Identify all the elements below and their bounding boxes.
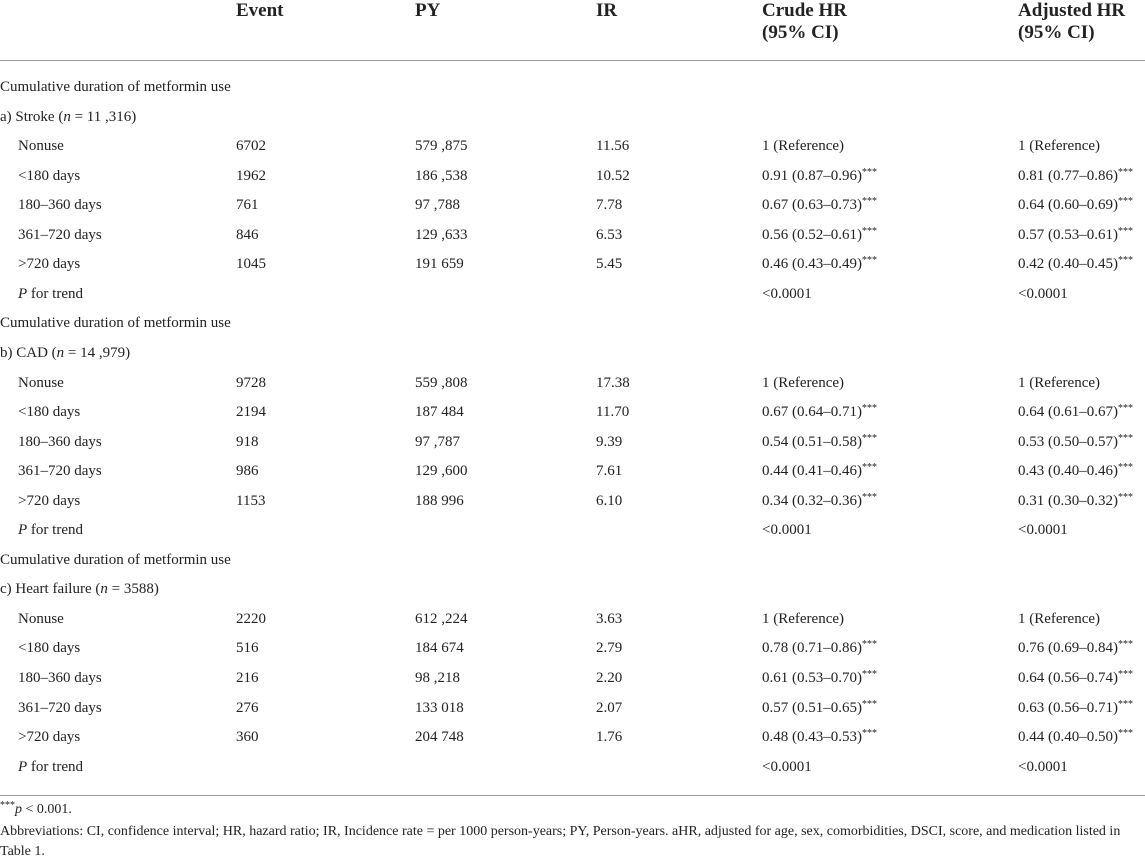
ir-cell: 9.39 <box>596 433 623 450</box>
row-label: 361–720 days <box>18 699 102 716</box>
adjusted-hr-cell: 1 (Reference) <box>1018 374 1101 391</box>
significance-marker: *** <box>1118 491 1133 503</box>
header-adjusted-hr: Adjusted HR (95% CI) <box>1018 0 1126 43</box>
event-cell: 986 <box>236 463 259 480</box>
trend-adjusted-p: <0.0001 <box>1018 758 1068 775</box>
row-label: >720 days <box>18 492 81 509</box>
adjusted-hr-cell: 0.44 (0.40–0.50)*** <box>1018 728 1133 746</box>
ir-cell: 7.78 <box>596 197 623 214</box>
adjusted-hr-cell: 0.64 (0.61–0.67)*** <box>1018 403 1133 421</box>
subgroup-label: a) Stroke (n = 11 ,316) <box>0 108 137 125</box>
event-cell: 846 <box>236 226 259 243</box>
adjusted-hr-cell: 0.81 (0.77–0.86)*** <box>1018 166 1133 184</box>
table-row <box>0 428 1145 458</box>
header-py: PY <box>415 0 441 21</box>
py-cell: 97 ,788 <box>415 197 460 214</box>
ir-cell: 1.76 <box>596 729 623 746</box>
row-label: 180–360 days <box>18 670 102 686</box>
adjusted-hr-cell: 0.53 (0.50–0.57)*** <box>1018 432 1133 450</box>
trend-row <box>0 280 1145 310</box>
table-row <box>0 487 1145 517</box>
significance-marker: *** <box>862 462 877 474</box>
adjusted-hr-cell: 1 (Reference) <box>1018 610 1101 627</box>
table-row <box>0 132 1145 162</box>
significance-marker: *** <box>862 255 877 267</box>
crude-hr-cell: 0.54 (0.51–0.58)*** <box>762 432 877 450</box>
event-cell: 360 <box>236 729 259 746</box>
row-label: Nonuse <box>18 138 64 155</box>
table-row <box>0 162 1145 192</box>
table-row <box>0 634 1145 664</box>
significance-marker: *** <box>1118 669 1133 680</box>
significance-marker: *** <box>862 639 877 651</box>
py-cell: 612 ,224 <box>415 610 468 627</box>
trend-label: P for trend <box>18 758 83 775</box>
trend-adjusted-p: <0.0001 <box>1018 522 1068 539</box>
significance-marker: *** <box>1118 698 1133 710</box>
py-cell: 129 ,633 <box>415 226 468 243</box>
significance-marker: *** <box>1118 728 1133 740</box>
trend-crude-p: <0.0001 <box>762 522 812 539</box>
event-cell: 9728 <box>236 374 266 391</box>
adjusted-hr-cell: 0.43 (0.40–0.46)*** <box>1018 462 1133 480</box>
table-header <box>0 0 1145 60</box>
crude-hr-cell: 0.67 (0.64–0.71)*** <box>762 403 877 421</box>
py-cell: 188 996 <box>415 492 464 509</box>
event-cell: 918 <box>236 433 259 450</box>
significance-marker: *** <box>1118 255 1133 267</box>
event-cell: 1045 <box>236 256 266 273</box>
ir-cell: 11.56 <box>596 138 630 155</box>
py-cell: 559 ,808 <box>415 374 468 391</box>
ir-cell: 10.52 <box>596 167 630 184</box>
table-row <box>0 694 1145 724</box>
significance-marker: *** <box>1118 196 1133 208</box>
header-event: Event <box>236 0 284 21</box>
table-row <box>0 250 1145 280</box>
significance-marker: *** <box>862 728 877 740</box>
section-heading <box>0 309 1145 339</box>
subgroup-heading <box>0 103 1145 133</box>
py-cell: 129 ,600 <box>415 463 468 480</box>
ir-cell: 17.38 <box>596 374 630 391</box>
significance-marker: *** <box>862 432 877 444</box>
crude-hr-cell: 0.44 (0.41–0.46)*** <box>762 462 877 480</box>
table-row <box>0 664 1145 694</box>
ir-cell: 11.70 <box>596 404 630 421</box>
ir-cell: 7.61 <box>596 463 623 480</box>
crude-hr-cell: 0.61 (0.53–0.70)*** <box>762 669 877 686</box>
trend-label: P for trend <box>18 522 83 539</box>
crude-hr-cell: 0.34 (0.32–0.36)*** <box>762 491 877 509</box>
significance-marker: *** <box>1118 225 1133 237</box>
significance-marker: *** <box>1118 462 1133 474</box>
table-row <box>0 605 1145 635</box>
significance-marker: *** <box>862 225 877 237</box>
crude-hr-cell: 1 (Reference) <box>762 138 845 155</box>
adjusted-hr-cell: 0.31 (0.30–0.32)*** <box>1018 491 1133 509</box>
adjusted-hr-cell: 0.42 (0.40–0.45)*** <box>1018 255 1133 273</box>
event-cell: 1962 <box>236 167 266 184</box>
row-label: >720 days <box>18 256 81 273</box>
header-ir: IR <box>596 0 618 21</box>
subgroup-heading <box>0 575 1145 605</box>
adjusted-hr-cell: 0.64 (0.60–0.69)*** <box>1018 196 1133 214</box>
significance-marker: *** <box>862 491 877 503</box>
significance-marker: *** <box>1118 166 1133 178</box>
header-crude-hr: Crude HR (95% CI) <box>762 0 847 43</box>
row-label: 180–360 days <box>18 197 102 214</box>
ir-cell: 5.45 <box>596 256 623 273</box>
py-cell: 97 ,787 <box>415 433 460 450</box>
table-row <box>0 457 1145 487</box>
section-heading-label: Cumulative duration of metformin use <box>0 315 231 332</box>
bottom-rule <box>0 795 1145 796</box>
significance-marker: *** <box>862 403 877 415</box>
trend-label: P for trend <box>18 285 83 302</box>
ir-cell: 2.07 <box>596 699 623 716</box>
py-cell: 579 ,875 <box>415 138 468 155</box>
table-row <box>0 369 1145 399</box>
significance-marker: *** <box>862 166 877 178</box>
significance-marker: *** <box>862 669 877 680</box>
py-cell: 98 ,218 <box>415 670 460 686</box>
ir-cell: 6.53 <box>596 226 623 243</box>
row-label: 361–720 days <box>18 226 102 243</box>
adjusted-hr-cell: 0.57 (0.53–0.61)*** <box>1018 225 1133 243</box>
ir-cell: 2.79 <box>596 640 623 657</box>
table-row <box>0 221 1145 251</box>
footnote-abbreviations: Abbreviations: CI, confidence interval; HR, hazard ratio; IR, Incidence rate = per 1000 person-years; PY, Person-years. aHR, adjusted for age, sex, comorbidities, DSCI, score, and medication listed in Table 1. <box>0 824 1121 859</box>
trend-crude-p: <0.0001 <box>762 285 812 302</box>
footnote-significance: ***p < 0.001. <box>0 800 72 817</box>
py-cell: 191 659 <box>415 256 464 273</box>
trend-adjusted-p: <0.0001 <box>1018 285 1068 302</box>
table-row <box>0 398 1145 428</box>
section-heading <box>0 546 1145 576</box>
py-cell: 133 018 <box>415 699 464 716</box>
py-cell: 186 ,538 <box>415 167 468 184</box>
crude-hr-cell: 0.91 (0.87–0.96)*** <box>762 166 877 184</box>
subgroup-label: b) CAD (n = 14 ,979) <box>0 344 131 361</box>
crude-hr-cell: 1 (Reference) <box>762 374 845 391</box>
py-cell: 187 484 <box>415 404 464 421</box>
event-cell: 516 <box>236 640 259 657</box>
table-row <box>0 723 1145 753</box>
row-label: <180 days <box>18 167 81 184</box>
subgroup-label: c) Heart failure (n = 3588) <box>0 581 159 598</box>
header-rule <box>0 60 1145 61</box>
event-cell: 2220 <box>236 610 266 627</box>
row-label: <180 days <box>18 404 81 421</box>
table-row <box>0 191 1145 221</box>
section-heading-label: Cumulative duration of metformin use <box>0 79 231 95</box>
trend-crude-p: <0.0001 <box>762 758 812 775</box>
crude-hr-cell: 0.67 (0.63–0.73)*** <box>762 196 877 214</box>
subgroup-heading <box>0 339 1145 369</box>
significance-marker: *** <box>1118 403 1133 415</box>
row-label: 180–360 days <box>18 433 102 450</box>
py-cell: 184 674 <box>415 640 464 657</box>
row-label: Nonuse <box>18 374 64 391</box>
crude-hr-cell: 0.78 (0.71–0.86)*** <box>762 639 877 657</box>
event-cell: 276 <box>236 699 259 716</box>
significance-marker: *** <box>1118 639 1133 651</box>
crude-hr-cell: 0.57 (0.51–0.65)*** <box>762 698 877 716</box>
trend-row <box>0 516 1145 546</box>
row-label: <180 days <box>18 640 81 657</box>
significance-marker: *** <box>862 698 877 710</box>
trend-row <box>0 753 1145 783</box>
event-cell: 761 <box>236 197 259 214</box>
adjusted-hr-cell: 1 (Reference) <box>1018 138 1101 155</box>
row-label: >720 days <box>18 729 81 746</box>
ir-cell: 6.10 <box>596 492 623 509</box>
significance-marker: *** <box>1118 432 1133 444</box>
event-cell: 216 <box>236 670 259 686</box>
row-label: Nonuse <box>18 610 64 627</box>
ir-cell: 2.20 <box>596 670 623 686</box>
ir-cell: 3.63 <box>596 610 623 627</box>
crude-hr-cell: 0.46 (0.43–0.49)*** <box>762 255 877 273</box>
event-cell: 6702 <box>236 138 266 155</box>
crude-hr-cell: 0.48 (0.43–0.53)*** <box>762 728 877 746</box>
adjusted-hr-cell: 0.64 (0.56–0.74)*** <box>1018 669 1133 686</box>
event-cell: 2194 <box>236 404 266 421</box>
adjusted-hr-cell: 0.76 (0.69–0.84)*** <box>1018 639 1133 657</box>
row-label: 361–720 days <box>18 463 102 480</box>
section-heading <box>0 73 1145 103</box>
crude-hr-cell: 1 (Reference) <box>762 610 845 627</box>
py-cell: 204 748 <box>415 729 464 746</box>
significance-marker: *** <box>862 196 877 208</box>
event-cell: 1153 <box>236 492 266 509</box>
crude-hr-cell: 0.56 (0.52–0.61)*** <box>762 225 877 243</box>
section-heading-label: Cumulative duration of metformin use <box>0 551 231 568</box>
adjusted-hr-cell: 0.63 (0.56–0.71)*** <box>1018 698 1133 716</box>
